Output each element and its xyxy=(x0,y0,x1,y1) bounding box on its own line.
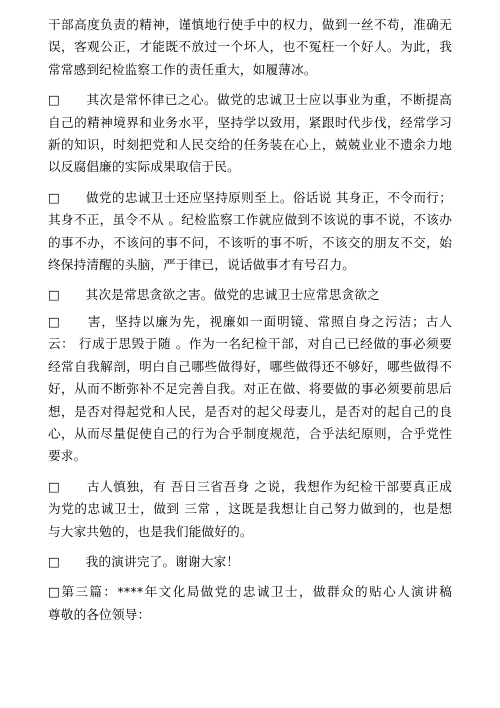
paragraph-closing: □ 我的演讲完了。谢谢大家！ xyxy=(48,553,240,569)
paragraph-greed-heading: □ 其次是常思贪欲之害。做党的忠诚卫士应常思贪欲之 xyxy=(48,287,380,303)
paragraph-self-discipline: □ 其次是常怀律已之心。做党的忠诚卫士应以事业为重，不断提高自己的精神境界和业务水平，坚持学以致用，紧跟时代步伐，经常学习新的知识，时刻把党和人民交给的任务装在心上，兢兢业业不遗余力地以反腐倡廉的实际成果取信于民。 xyxy=(48,92,452,175)
paragraph-principle: □ 做党的忠诚卫士还应坚持原则至上。俗话说 其身正，不令而行；其身不正，虽令不从 。纪检监察工作就应做到不该说的事不说，不该办的事不办，不该问的事不问，不该听的事不听，不该交的朋友不交，始终保持清醒的头脑，严于律已，说话做事才有号召力。 xyxy=(48,189,452,273)
paragraph-third-article: □第三篇：****年文化局做党的忠诚卫士，做群众的贴心人演讲稿 尊敬的各位领导： xyxy=(48,584,478,622)
paragraph-self-reflection: □ 古人慎独，有 吾日三省吾身 之说，我想作为纪检干部要真正成为党的忠诚卫士，做到 三常 ，这既是我想让自己努力做到的，也是想与大家共勉的，也是我们能做好的。 xyxy=(48,478,452,539)
paragraph-greed-body: □ 害，坚持以廉为先，视廉如一面明镜、常照自身之污洁；古人云： 行成于思毁于随 。作为一名纪检干部，对自己已经做的事必须要经常自我解剖，明白自己哪些做得好，哪些做得还不够好，哪些做得不好，从而不断弥补不足完善自我。对正在做、将要做的事必须要前思后想，是否对得起党和人民，是否对的起父母妻儿，是否对的起自己的良心，从而尽量促使自己的行为合乎制度规范，合乎法纪原则，合乎党性要求。 xyxy=(48,313,452,464)
paragraph-intro: 干部高度负责的精神，谨慎地行使手中的权力，做到一丝不苟，准确无误，客观公正，才能既不放过一个坏人，也不冤枉一个好人。为此，我常常感到纪检监察工作的责任重大，如履薄冰。 xyxy=(48,17,452,77)
